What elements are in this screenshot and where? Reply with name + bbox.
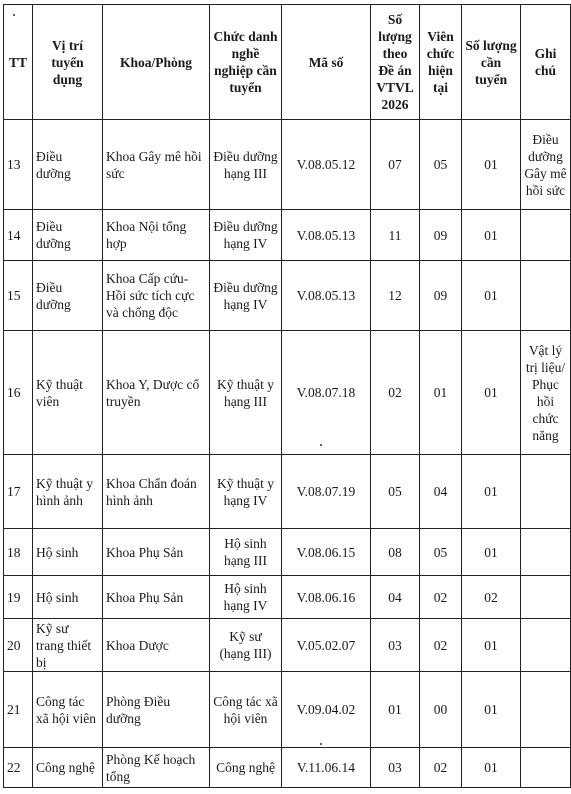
header-vien-chuc: Viên chức hiện tại bbox=[420, 5, 462, 120]
header-vi-tri: Vị trí tuyển dụng bbox=[33, 5, 103, 120]
cell-tt: 21 bbox=[4, 672, 33, 748]
cell-de-an: 05 bbox=[371, 455, 420, 529]
cell-ghi-chu bbox=[521, 672, 571, 748]
cell-can-tuyen: 01 bbox=[462, 672, 521, 748]
cell-khoa: Khoa Y, Dược cổ truyền bbox=[103, 331, 210, 455]
cell-ma-so: V.08.06.15 bbox=[282, 529, 371, 576]
cell-can-tuyen: 01 bbox=[462, 748, 521, 788]
cell-vi-tri: Điều dưỡng bbox=[33, 120, 103, 210]
cell-chuc-danh: Điều dưỡng hạng IV bbox=[210, 210, 282, 261]
cell-ma-so: V.08.07.19 bbox=[282, 455, 371, 529]
cell-ghi-chu bbox=[521, 261, 571, 331]
cell-vi-tri: Điều dưỡng bbox=[33, 210, 103, 261]
cell-de-an: 07 bbox=[371, 120, 420, 210]
table-row bbox=[4, 748, 571, 788]
cell-ma-so: V.08.06.16 bbox=[282, 576, 371, 619]
cell-vi-tri: Công nghệ bbox=[33, 748, 103, 788]
cell-chuc-danh: Công nghệ bbox=[210, 748, 282, 788]
cell-chuc-danh: Hộ sinh hạng III bbox=[210, 529, 282, 576]
cell-vi-tri: Hộ sinh bbox=[33, 529, 103, 576]
header-ma-so: Mã số bbox=[282, 5, 371, 120]
cell-de-an: 01 bbox=[371, 672, 420, 748]
cell-khoa: Phòng Kế hoạch tổng bbox=[103, 748, 210, 788]
header-tt: TT bbox=[4, 5, 33, 120]
cell-de-an: 03 bbox=[371, 619, 420, 672]
cell-tt: 15 bbox=[4, 261, 33, 331]
header-khoa: Khoa/Phòng bbox=[103, 5, 210, 120]
cell-hien-tai: 02 bbox=[420, 619, 462, 672]
cell-de-an: 11 bbox=[371, 210, 420, 261]
cell-tt: 17 bbox=[4, 455, 33, 529]
cell-ma-so: V.08.07.18 bbox=[282, 331, 371, 455]
cell-de-an: 12 bbox=[371, 261, 420, 331]
cell-ghi-chu: Điều dưỡng Gây mê hồi sức bbox=[521, 120, 571, 210]
table-row bbox=[4, 261, 571, 331]
cell-vi-tri: Kỹ thuật viên bbox=[33, 331, 103, 455]
cell-ma-so: V.09.04.02 bbox=[282, 672, 371, 748]
cell-de-an: 04 bbox=[371, 576, 420, 619]
cell-can-tuyen: 01 bbox=[462, 619, 521, 672]
cell-hien-tai: 09 bbox=[420, 210, 462, 261]
cell-ghi-chu bbox=[521, 455, 571, 529]
cell-can-tuyen: 02 bbox=[462, 576, 521, 619]
cell-ma-so: V.11.06.14 bbox=[282, 748, 371, 788]
cell-ma-so: V.08.05.13 bbox=[282, 210, 371, 261]
cell-vi-tri: Hộ sinh bbox=[33, 576, 103, 619]
table-row bbox=[4, 210, 571, 261]
cell-ghi-chu: Vật lý trị liệu/ Phục hồi chức năng bbox=[521, 331, 571, 455]
table-row bbox=[4, 331, 571, 455]
cell-de-an: 08 bbox=[371, 529, 420, 576]
table-row bbox=[4, 576, 571, 619]
cell-ghi-chu bbox=[521, 529, 571, 576]
cell-hien-tai: 01 bbox=[420, 331, 462, 455]
scan-speck bbox=[320, 743, 322, 745]
cell-tt: 13 bbox=[4, 120, 33, 210]
cell-khoa: Khoa Chẩn đoán hình ảnh bbox=[103, 455, 210, 529]
cell-can-tuyen: 01 bbox=[462, 529, 521, 576]
cell-hien-tai: 05 bbox=[420, 120, 462, 210]
cell-hien-tai: 02 bbox=[420, 576, 462, 619]
cell-vi-tri: Công tác xã hội viên bbox=[33, 672, 103, 748]
cell-hien-tai: 02 bbox=[420, 748, 462, 788]
cell-tt: 22 bbox=[4, 748, 33, 788]
cell-de-an: 02 bbox=[371, 331, 420, 455]
cell-can-tuyen: 01 bbox=[462, 210, 521, 261]
cell-can-tuyen: 01 bbox=[462, 331, 521, 455]
cell-khoa: Khoa Dược bbox=[103, 619, 210, 672]
cell-ma-so: V.05.02.07 bbox=[282, 619, 371, 672]
cell-can-tuyen: 01 bbox=[462, 455, 521, 529]
header-so-luong-can: Số lượng cần tuyển bbox=[462, 5, 521, 120]
scan-speck bbox=[13, 14, 15, 16]
cell-vi-tri: Điều dưỡng bbox=[33, 261, 103, 331]
cell-can-tuyen: 01 bbox=[462, 120, 521, 210]
header-chuc-danh: Chức danh nghề nghiệp cần tuyển bbox=[210, 5, 282, 120]
cell-chuc-danh: Kỹ thuật y hạng III bbox=[210, 331, 282, 455]
cell-ghi-chu bbox=[521, 748, 571, 788]
header-ghi-chu: Ghi chú bbox=[521, 5, 571, 120]
cell-hien-tai: 00 bbox=[420, 672, 462, 748]
cell-khoa: Khoa Nội tổng hợp bbox=[103, 210, 210, 261]
cell-hien-tai: 09 bbox=[420, 261, 462, 331]
cell-tt: 14 bbox=[4, 210, 33, 261]
cell-chuc-danh: Hộ sinh hạng IV bbox=[210, 576, 282, 619]
cell-vi-tri: Kỹ sư trang thiết bị bbox=[33, 619, 103, 672]
cell-chuc-danh: Kỹ thuật y hạng IV bbox=[210, 455, 282, 529]
table-row bbox=[4, 455, 571, 529]
table-row bbox=[4, 672, 571, 748]
header-so-luong-de-an: Số lượng theo Đề án VTVL 2026 bbox=[371, 5, 420, 120]
cell-chuc-danh: Điều dưỡng hạng IV bbox=[210, 261, 282, 331]
cell-vi-tri: Kỹ thuật y hình ảnh bbox=[33, 455, 103, 529]
cell-tt: 16 bbox=[4, 331, 33, 455]
cell-khoa: Phòng Điều dưỡng bbox=[103, 672, 210, 748]
scan-speck bbox=[320, 444, 322, 446]
cell-khoa: Khoa Cấp cứu- Hồi sức tích cực và chống độc bbox=[103, 261, 210, 331]
cell-khoa: Khoa Phụ Sản bbox=[103, 529, 210, 576]
cell-chuc-danh: Công tác xã hội viên bbox=[210, 672, 282, 748]
cell-tt: 19 bbox=[4, 576, 33, 619]
cell-de-an: 03 bbox=[371, 748, 420, 788]
cell-tt: 20 bbox=[4, 619, 33, 672]
cell-hien-tai: 05 bbox=[420, 529, 462, 576]
cell-ghi-chu bbox=[521, 619, 571, 672]
cell-ghi-chu bbox=[521, 576, 571, 619]
cell-chuc-danh: Điều dưỡng hạng III bbox=[210, 120, 282, 210]
header-row bbox=[4, 5, 571, 120]
cell-ma-so: V.08.05.13 bbox=[282, 261, 371, 331]
table-row bbox=[4, 120, 571, 210]
cell-hien-tai: 04 bbox=[420, 455, 462, 529]
cell-tt: 18 bbox=[4, 529, 33, 576]
cell-ma-so: V.08.05.12 bbox=[282, 120, 371, 210]
cell-khoa: Khoa Gây mê hồi sức bbox=[103, 120, 210, 210]
table-row bbox=[4, 529, 571, 576]
cell-chuc-danh: Kỹ sư (hạng III) bbox=[210, 619, 282, 672]
cell-ghi-chu bbox=[521, 210, 571, 261]
table-row bbox=[4, 619, 571, 672]
cell-khoa: Khoa Phụ Sản bbox=[103, 576, 210, 619]
recruitment-table bbox=[3, 4, 571, 788]
cell-can-tuyen: 01 bbox=[462, 261, 521, 331]
